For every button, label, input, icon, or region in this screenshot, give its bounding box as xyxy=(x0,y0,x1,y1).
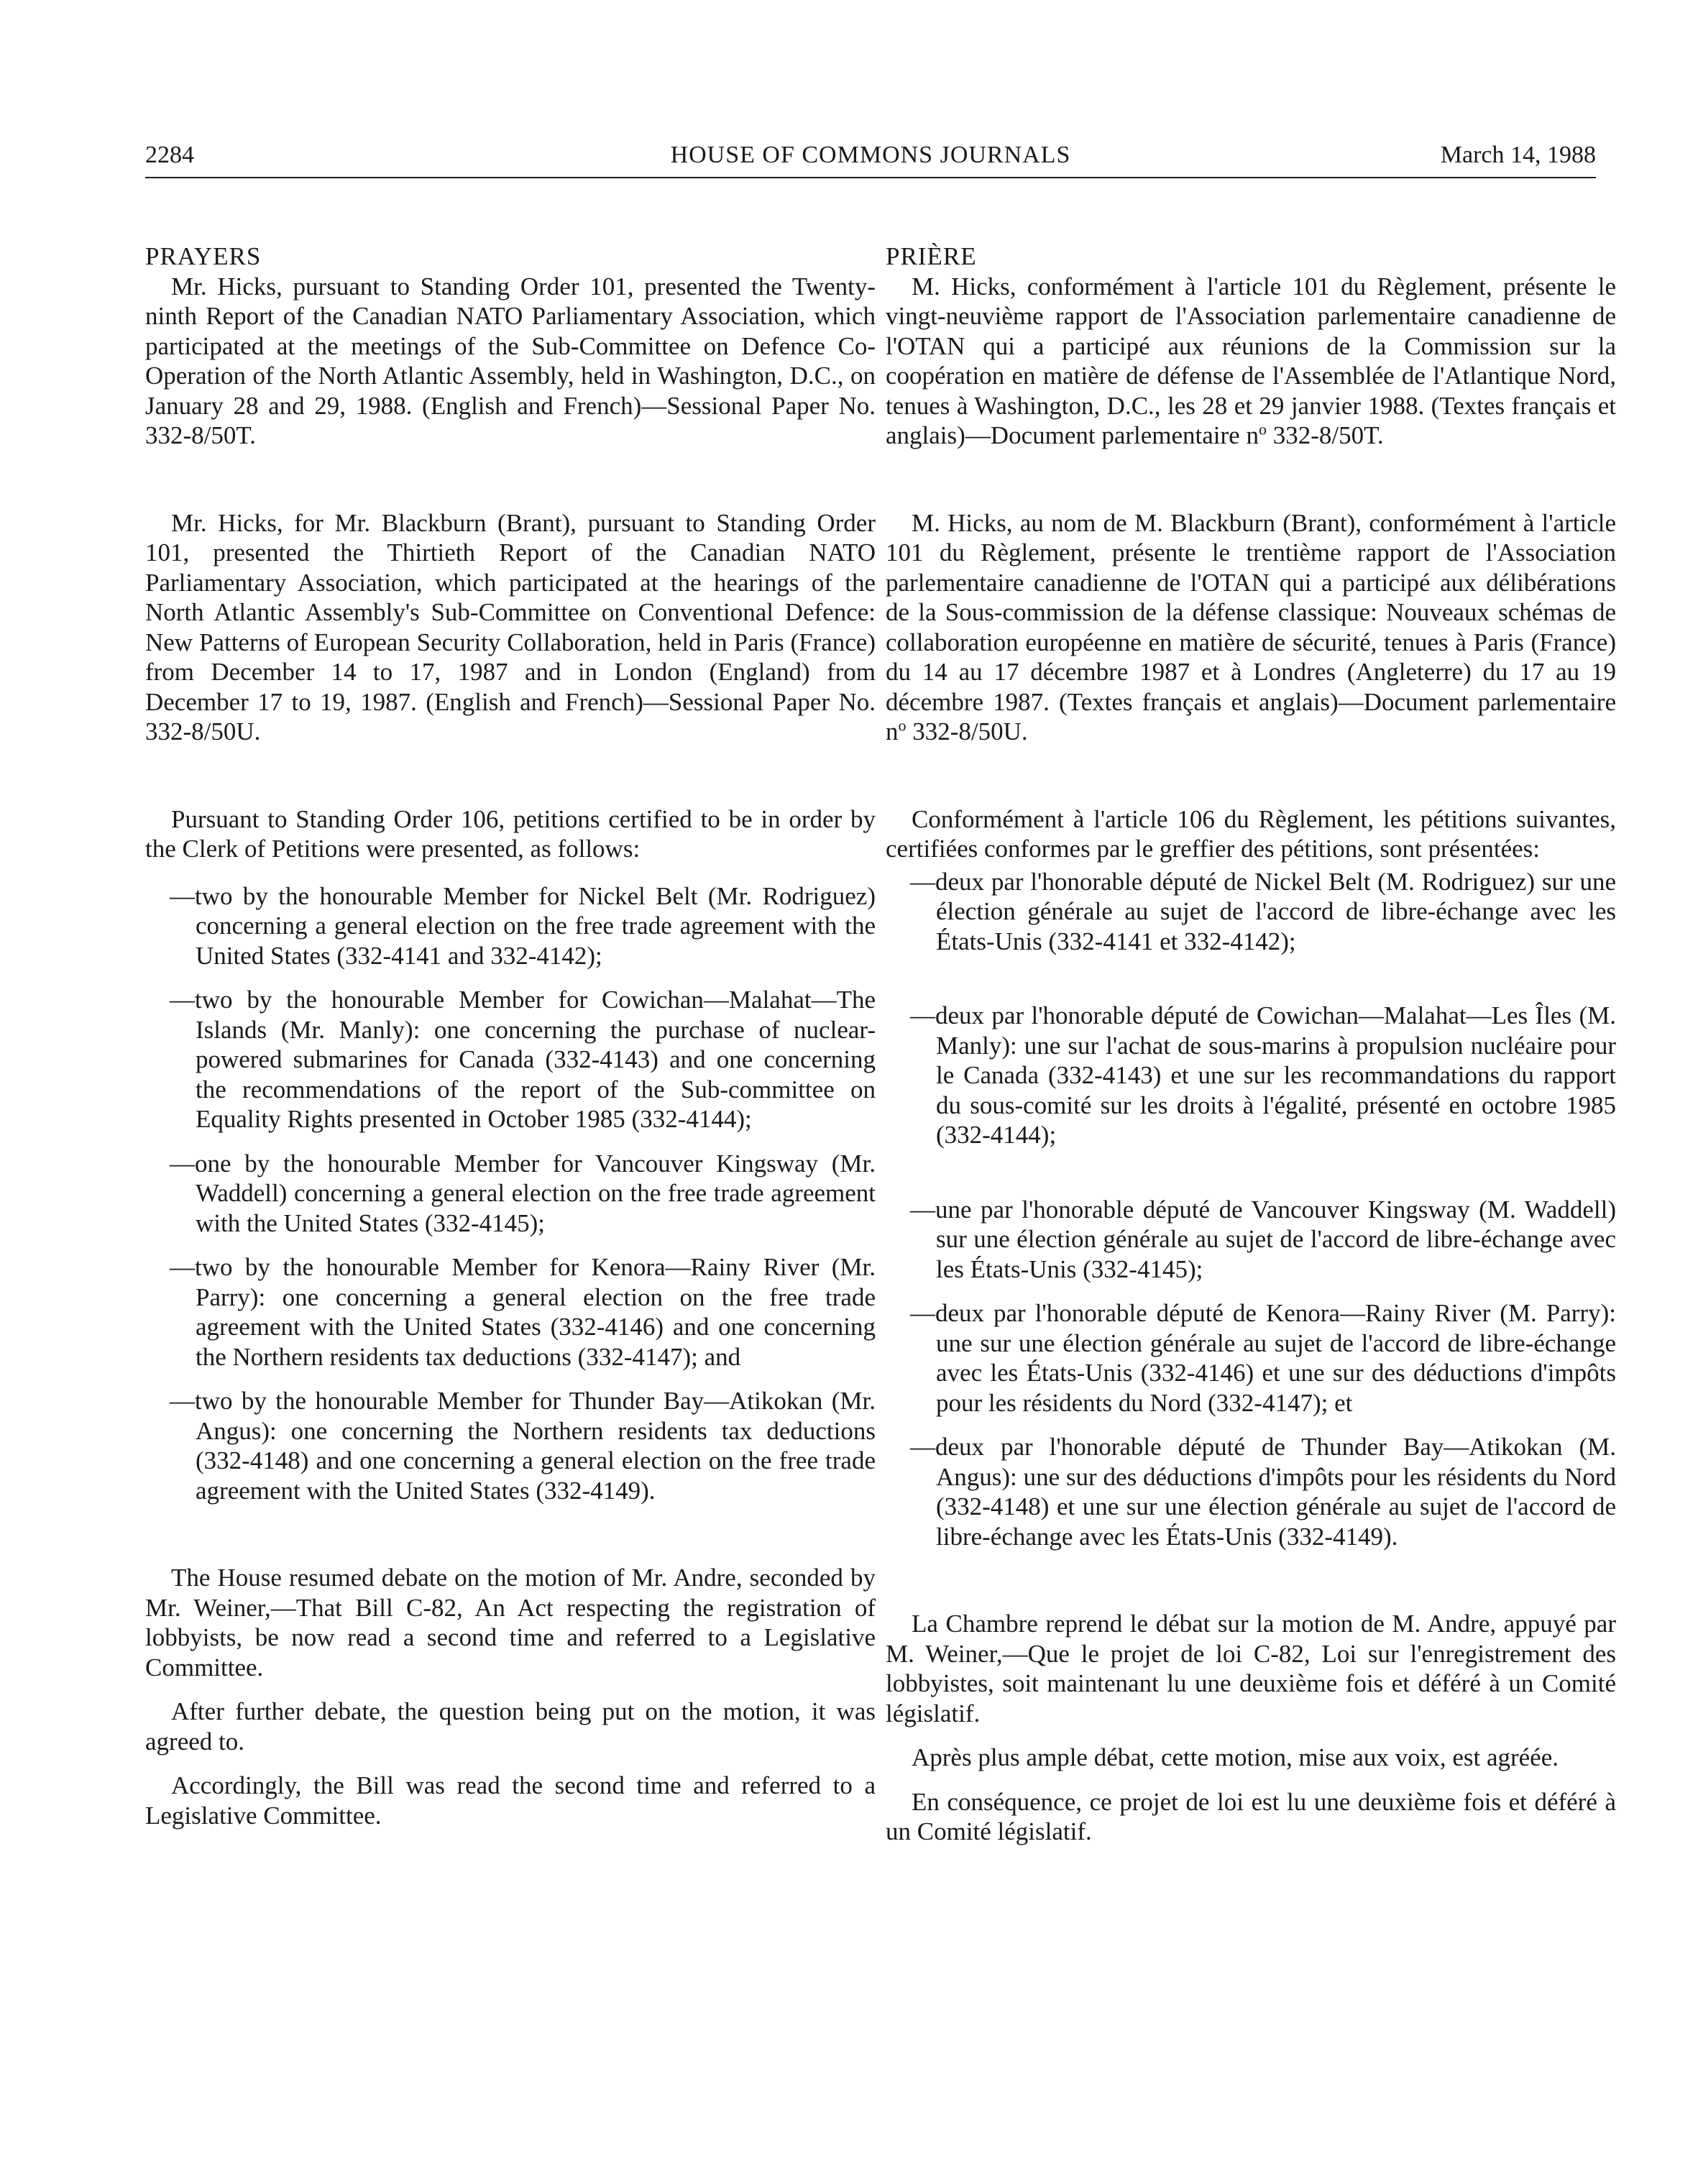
english-paragraph-debate: The House resumed debate on the motion of Mr. Andre, seconded by Mr. Weiner,—That Bill C-82, An Act respecting the registration of lobbyists, be now read a second time and referred to a Legislative Committee. xyxy=(145,1564,876,1681)
french-p2-text: M. Hicks, au nom de M. Blackburn (Brant), conformément à l'article 101 du Règlement, présente le trentième rapport de l'Association parlementaire canadienne de l'OTAN qui a participé aux délibérations de la Sous-commission de la défense classique: Nouveaux schémas de collaboration européenne en matière de sécurité, tenues à Paris (France) du 14 au 17 décembre 1987 et à Londres (Angleterre) du 17 au 19 décembre 1987. (Textes français et anglais)—Document parlementaire n xyxy=(886,508,1616,745)
english-petition-item: —two by the honourable Member for Thunder Bay—Atikokan (Mr. Angus): one concerning the Northern residents tax deductions (332-4148) and one concerning a general election on the free trade agreement with the United States (332-4149). xyxy=(170,1387,876,1505)
french-column xyxy=(886,242,1616,1847)
english-petition-item: —one by the honourable Member for Vancouver Kingsway (Mr. Waddell) concerning a general election on the free trade agreement with the United States (332-4145); xyxy=(170,1149,876,1237)
english-paragraph-petitions-intro: Pursuant to Standing Order 106, petitions certified to be in order by the Clerk of Petitions were presented, as follows: xyxy=(145,804,876,863)
french-p1-text: M. Hicks, conformément à l'article 101 du Règlement, présente le vingt-neuvième rapport de l'Association parlementaire canadienne de l'OTAN qui a participé aux réunions de la Commission sur la coopération en matière de défense de l'Assemblée de l'Atlantique Nord, tenues à Washington, D.C., les 28 et 29 janvier 1988. (Textes français et anglais)—Document parlementaire n xyxy=(886,272,1616,449)
french-paragraph-petitions-intro: Conformément à l'article 106 du Règlement, les pétitions suivantes, certifiées conformes par le greffier des pétitions, sont présentées: xyxy=(886,804,1616,863)
header-rule xyxy=(145,177,1596,178)
french-paragraph-hicks-rapport-30 xyxy=(886,508,1616,747)
french-heading: PRIÈRE xyxy=(886,242,977,270)
french-p1-superscript: o xyxy=(1258,420,1267,439)
english-paragraph-referred: Accordingly, the Bill was read the second time and referred to a Legislative Committee. xyxy=(145,1771,876,1830)
french-p2-paper-number: 332-8/50U. xyxy=(906,717,1028,745)
english-heading: PRAYERS xyxy=(145,242,262,270)
english-paragraph-hicks-report-30: Mr. Hicks, for Mr. Blackburn (Brant), pursuant to Standing Order 101, presented the Thirtieth Report of the Canadian NATO Parliamentary Association, which participated at the hearings of the North Atlantic Assembly's Sub-Committee on Conventional Defence: New Patterns of European Security Collaboration, held in Paris (France) from December 14 to 17, 1987 and in London (England) from December 17 to 19, 1987. (English and French)—Sessional Paper No. 332-8/50U. xyxy=(145,508,876,745)
english-column xyxy=(145,242,876,1830)
french-paragraph-debat: La Chambre reprend le débat sur la motion de M. Andre, appuyé par M. Weiner,—Que le projet de loi C-82, Loi sur l'enregistrement des lobbyistes, soit maintenant lu une deuxième fois et déféré à un Comité législatif. xyxy=(886,1610,1616,1728)
french-paragraph-agreee: Après plus ample débat, cette motion, mise aux voix, est agréée. xyxy=(912,1743,1559,1771)
french-p1-paper-number: 332-8/50T. xyxy=(1266,421,1384,449)
french-paragraph-defere: En conséquence, ce projet de loi est lu une deuxième fois et déféré à un Comité législatif. xyxy=(886,1787,1616,1845)
english-petition-item: —two by the honourable Member for Nickel Belt (Mr. Rodriguez) concerning a general election on the free trade agreement with the United States (332-4141 and 332-4142); xyxy=(170,881,876,970)
french-petition-item: —deux par l'honorable député de Kenora—Rainy River (M. Parry): une sur une élection générale au sujet de l'accord de libre-échange avec les États-Unis (332-4146) et une sur des déductions d'impôts pour les résidents du Nord (332-4147); et xyxy=(910,1299,1616,1417)
french-paragraph-hicks-rapport-29 xyxy=(886,272,1616,451)
page-number: 2284 xyxy=(145,142,194,168)
english-paragraph-agreed: After further debate, the question being put on the motion, it was agreed to. xyxy=(145,1697,876,1756)
english-petition-item: —two by the honourable Member for Kenora—Rainy River (Mr. Parry): one concerning a general election on the free trade agreement with the United States (332-4146) and one concerning the Northern residents tax deductions (332-4147); and xyxy=(170,1253,876,1371)
journal-date: March 14, 1988 xyxy=(1440,142,1596,168)
french-petition-item: —deux par l'honorable député de Cowichan—Malahat—Les Îles (M. Manly): une sur l'achat de sous-marins à propulsion nucléaire pour le Canada (332-4143) et une sur les recommandations du rapport du sous-comité sur les droits à l'égalité, présenté en octobre 1985 (332-4144); xyxy=(910,1001,1616,1149)
english-paragraph-hicks-report-29: Mr. Hicks, pursuant to Standing Order 101, presented the Twenty-ninth Report of the Canadian NATO Parliamentary Association, which participated at the meetings of the Sub-Committee on Defence Co-Operation of the North Atlantic Assembly, held in Washington, D.C., on January 28 and 29, 1988. (English and French)—Sessional Paper No. 332-8/50T. xyxy=(145,272,876,449)
french-petition-item: —une par l'honorable député de Vancouver Kingsway (M. Waddell) sur une élection générale au sujet de l'accord de libre-échange avec les États-Unis (332-4145); xyxy=(910,1195,1616,1283)
english-petition-item: —two by the honourable Member for Cowichan—Malahat—The Islands (Mr. Manly): one concerning the purchase of nuclear-powered submarines for Canada (332-4143) and one concerning the recommendations of the report of the Sub-committee on Equality Rights presented in October 1985 (332-4144); xyxy=(170,986,876,1133)
french-petition-item: —deux par l'honorable député de Thunder Bay—Atikokan (M. Angus): une sur des déductions d'impôts pour les résidents du Nord (332-4148) et une sur une élection générale au sujet de l'accord de libre-échange avec les États-Unis (332-4149). xyxy=(910,1433,1616,1551)
journal-title: HOUSE OF COMMONS JOURNALS xyxy=(670,142,1071,168)
french-petition-item: —deux par l'honorable député de Nickel Belt (M. Rodriguez) sur une élection générale au sujet de l'accord de libre-échange avec les États-Unis (332-4141 et 332-4142); xyxy=(910,867,1616,955)
french-p2-superscript: o xyxy=(898,716,907,735)
